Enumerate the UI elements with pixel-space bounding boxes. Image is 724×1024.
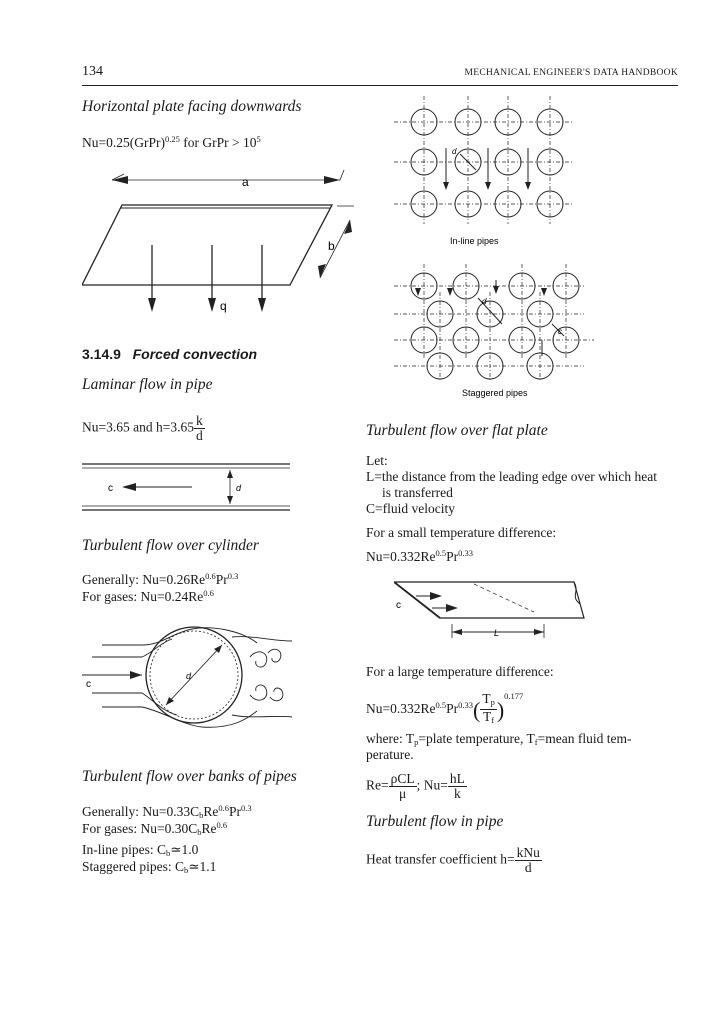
- where-line-cont: perature.: [366, 747, 414, 762]
- definition-C: C=fluid velocity: [366, 501, 455, 516]
- cylinder-diagram: [82, 615, 302, 735]
- staggered-pipes-diagram: [394, 262, 608, 402]
- cylinder-label-d: d: [186, 671, 192, 681]
- pipe-label-c: c: [108, 483, 113, 494]
- plate-label-a: a: [242, 175, 249, 189]
- where-line: where: $T_p=plate$ temperature, $T_f=mean$ fluid tem-: [366, 731, 632, 747]
- reynolds-nusselt-defs: Re= $\frac{\text{ρCL}}{\mu}$ ; Nu= $\frac{hL}{k}$: [366, 771, 465, 801]
- plate-outline: [82, 205, 332, 285]
- inline-label-d: d: [452, 147, 457, 156]
- staggered-label-c: c: [558, 327, 562, 336]
- cylinder-heading: Turbulent flow over cylinder: [82, 537, 259, 554]
- plate-diagram: [82, 160, 372, 320]
- staggered-pipes-label: Staggered pipes: [462, 388, 528, 398]
- plate-label-q: q: [220, 299, 227, 313]
- staggered-pipes-coefficient: Staggered pipes: $C_b≃1.1$: [82, 859, 217, 875]
- staggered-label-d: d: [482, 297, 487, 306]
- flat-plate-label-c: c: [396, 600, 401, 611]
- small-diff-label: For a small temperature difference:: [366, 525, 557, 540]
- book-title: MECHANICAL ENGINEER'S DATA HANDBOOK: [464, 68, 678, 78]
- flat-plate-diagram: [394, 572, 594, 640]
- flat-plate-label-L: L: [494, 628, 500, 638]
- heat-transfer-coefficient: Heat transfer coefficient h= $\frac{\text{kNu}}{d}$: [366, 845, 540, 875]
- definition-L-cont: is transferred: [382, 485, 453, 500]
- laminar-formula: Nu=3.65 and h=3.65 $\frac{k}{d}$: [82, 413, 203, 443]
- page-number: 134: [82, 64, 103, 79]
- cylinder-general: Generally: $Nu=0.26Re^{0.6}Pr^{0.3}$: [82, 571, 239, 587]
- banks-heading: Turbulent flow over banks of pipes: [82, 768, 297, 785]
- plate-label-b: b: [328, 239, 335, 253]
- plate-heading: Horizontal plate facing downwards: [82, 98, 302, 115]
- laminar-heading: Laminar flow in pipe: [82, 376, 213, 393]
- pipe-diagram: [82, 462, 292, 517]
- header-rule: [82, 85, 678, 86]
- cylinder-gases: For gases: $Nu=0.24Re^{0.6}$: [82, 588, 214, 604]
- inline-pipes-label: In-line pipes: [450, 236, 499, 246]
- inline-pipes-coefficient: In-line pipes: $C_b≃1.0$: [82, 842, 199, 858]
- let-label: Let:: [366, 453, 388, 468]
- large-diff-label: For a large temperature difference:: [366, 664, 554, 679]
- cylinder-label-c: c: [86, 679, 91, 690]
- turbulent-pipe-heading: Turbulent flow in pipe: [366, 813, 504, 830]
- small-diff-formula: $Nu=0.332Re^{0.5}Pr^{0.33}$: [366, 548, 473, 564]
- large-diff-formula: $Nu=0.332Re^{0.5}Pr^{0.33}$( $\frac{T_p}{T_f}$ )$^{0.177}$: [366, 691, 524, 726]
- banks-gases: For gases: $Nu=0.30C_bRe^{0.6}$: [82, 820, 228, 837]
- flat-plate-heading: Turbulent flow over flat plate: [366, 422, 548, 439]
- pipe-label-d: d: [236, 483, 242, 493]
- banks-general: Generally: $Nu=0.33C_bRe^{0.6}Pr^{0.3}$: [82, 803, 252, 820]
- section-heading: 3.14.9 Forced convection: [82, 346, 258, 362]
- plate-formula: Nu=0.25(GrPr)$^{0.25}$ for GrPr > $10^5$: [82, 134, 261, 150]
- definition-L: L=the distance from the leading edge over which heat: [366, 469, 658, 484]
- inline-pipes-diagram: [394, 92, 594, 252]
